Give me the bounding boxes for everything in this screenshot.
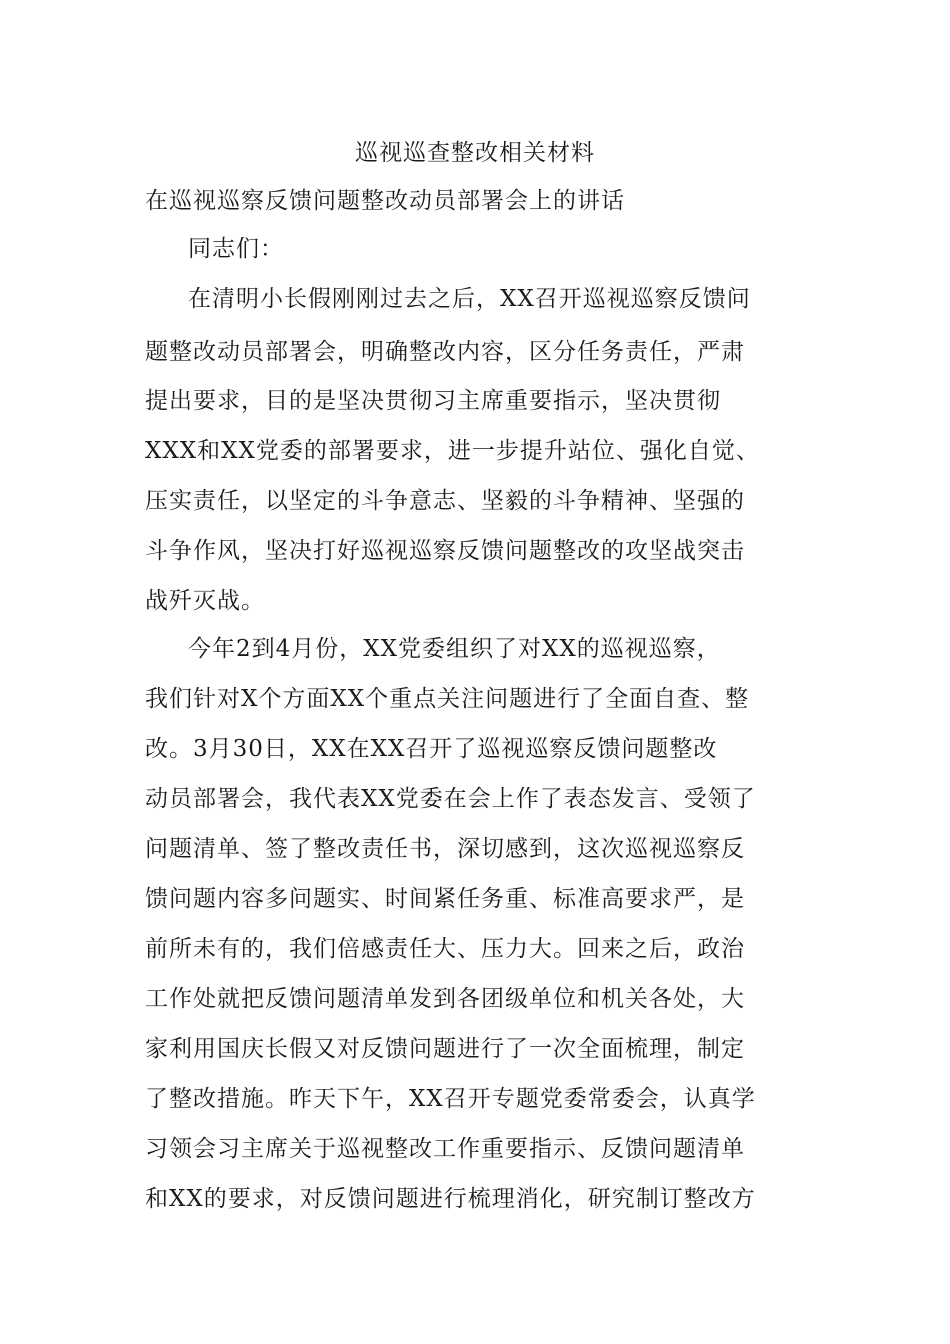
paragraph-2-line: 前所未有的，我们倍感责任大、压力大。回来之后，政治: [145, 936, 745, 962]
paragraph-1-line: 斗争作风，坚决打好巡视巡察反馈问题整改的攻坚战突击: [145, 538, 745, 564]
paragraph-2-line: 今年2到4月份，XX党委组织了对XX的巡视巡察，: [188, 636, 721, 662]
paragraph-2-line: 我们针对X个方面XX个重点关注问题进行了全面自查、整: [145, 686, 750, 712]
paragraph-2-line: 动员部署会，我代表XX党委在会上作了表态发言、受领了: [145, 786, 756, 812]
paragraph-1-line: 压实责任，以坚定的斗争意志、坚毅的斗争精神、坚强的: [145, 488, 745, 514]
paragraph-1-line: 在清明小长假刚刚过去之后，XX召开巡视巡察反馈问: [188, 286, 751, 312]
salutation: 同志们：: [188, 236, 284, 262]
paragraph-2-line: 和XX的要求，对反馈问题进行梳理消化，研究制订整改方: [145, 1186, 756, 1212]
paragraph-1-line: XXX和XX党委的部署要求，进一步提升站位、强化自觉、: [145, 438, 760, 464]
document-subtitle: 在巡视巡察反馈问题整改动员部署会上的讲话: [145, 188, 625, 214]
paragraph-2-line: 家利用国庆长假又对反馈问题进行了一次全面梳理，制定: [145, 1036, 745, 1062]
paragraph-2-line: 问题清单、签了整改责任书，深切感到，这次巡视巡察反: [145, 836, 745, 862]
paragraph-1-line: 题整改动员部署会，明确整改内容，区分任务责任，严肃: [145, 339, 745, 365]
paragraph-2-line: 改。3月30日，XX在XX召开了巡视巡察反馈问题整改: [145, 736, 718, 762]
document-title: 巡视巡查整改相关材料: [355, 140, 595, 166]
paragraph-1-line: 提出要求，目的是坚决贯彻习主席重要指示，坚决贯彻: [145, 388, 721, 414]
paragraph-2-line: 了整改措施。昨天下午，XX召开专题党委常委会，认真学: [145, 1086, 756, 1112]
paragraph-2-line: 馈问题内容多问题实、时间紧任务重、标准高要求严，是: [145, 886, 745, 912]
paragraph-2-line: 工作处就把反馈问题清单发到各团级单位和机关各处，大: [145, 986, 745, 1012]
paragraph-2-line: 习领会习主席关于巡视整改工作重要指示、反馈问题清单: [145, 1136, 745, 1162]
paragraph-1-line: 战歼灭战。: [145, 588, 265, 614]
